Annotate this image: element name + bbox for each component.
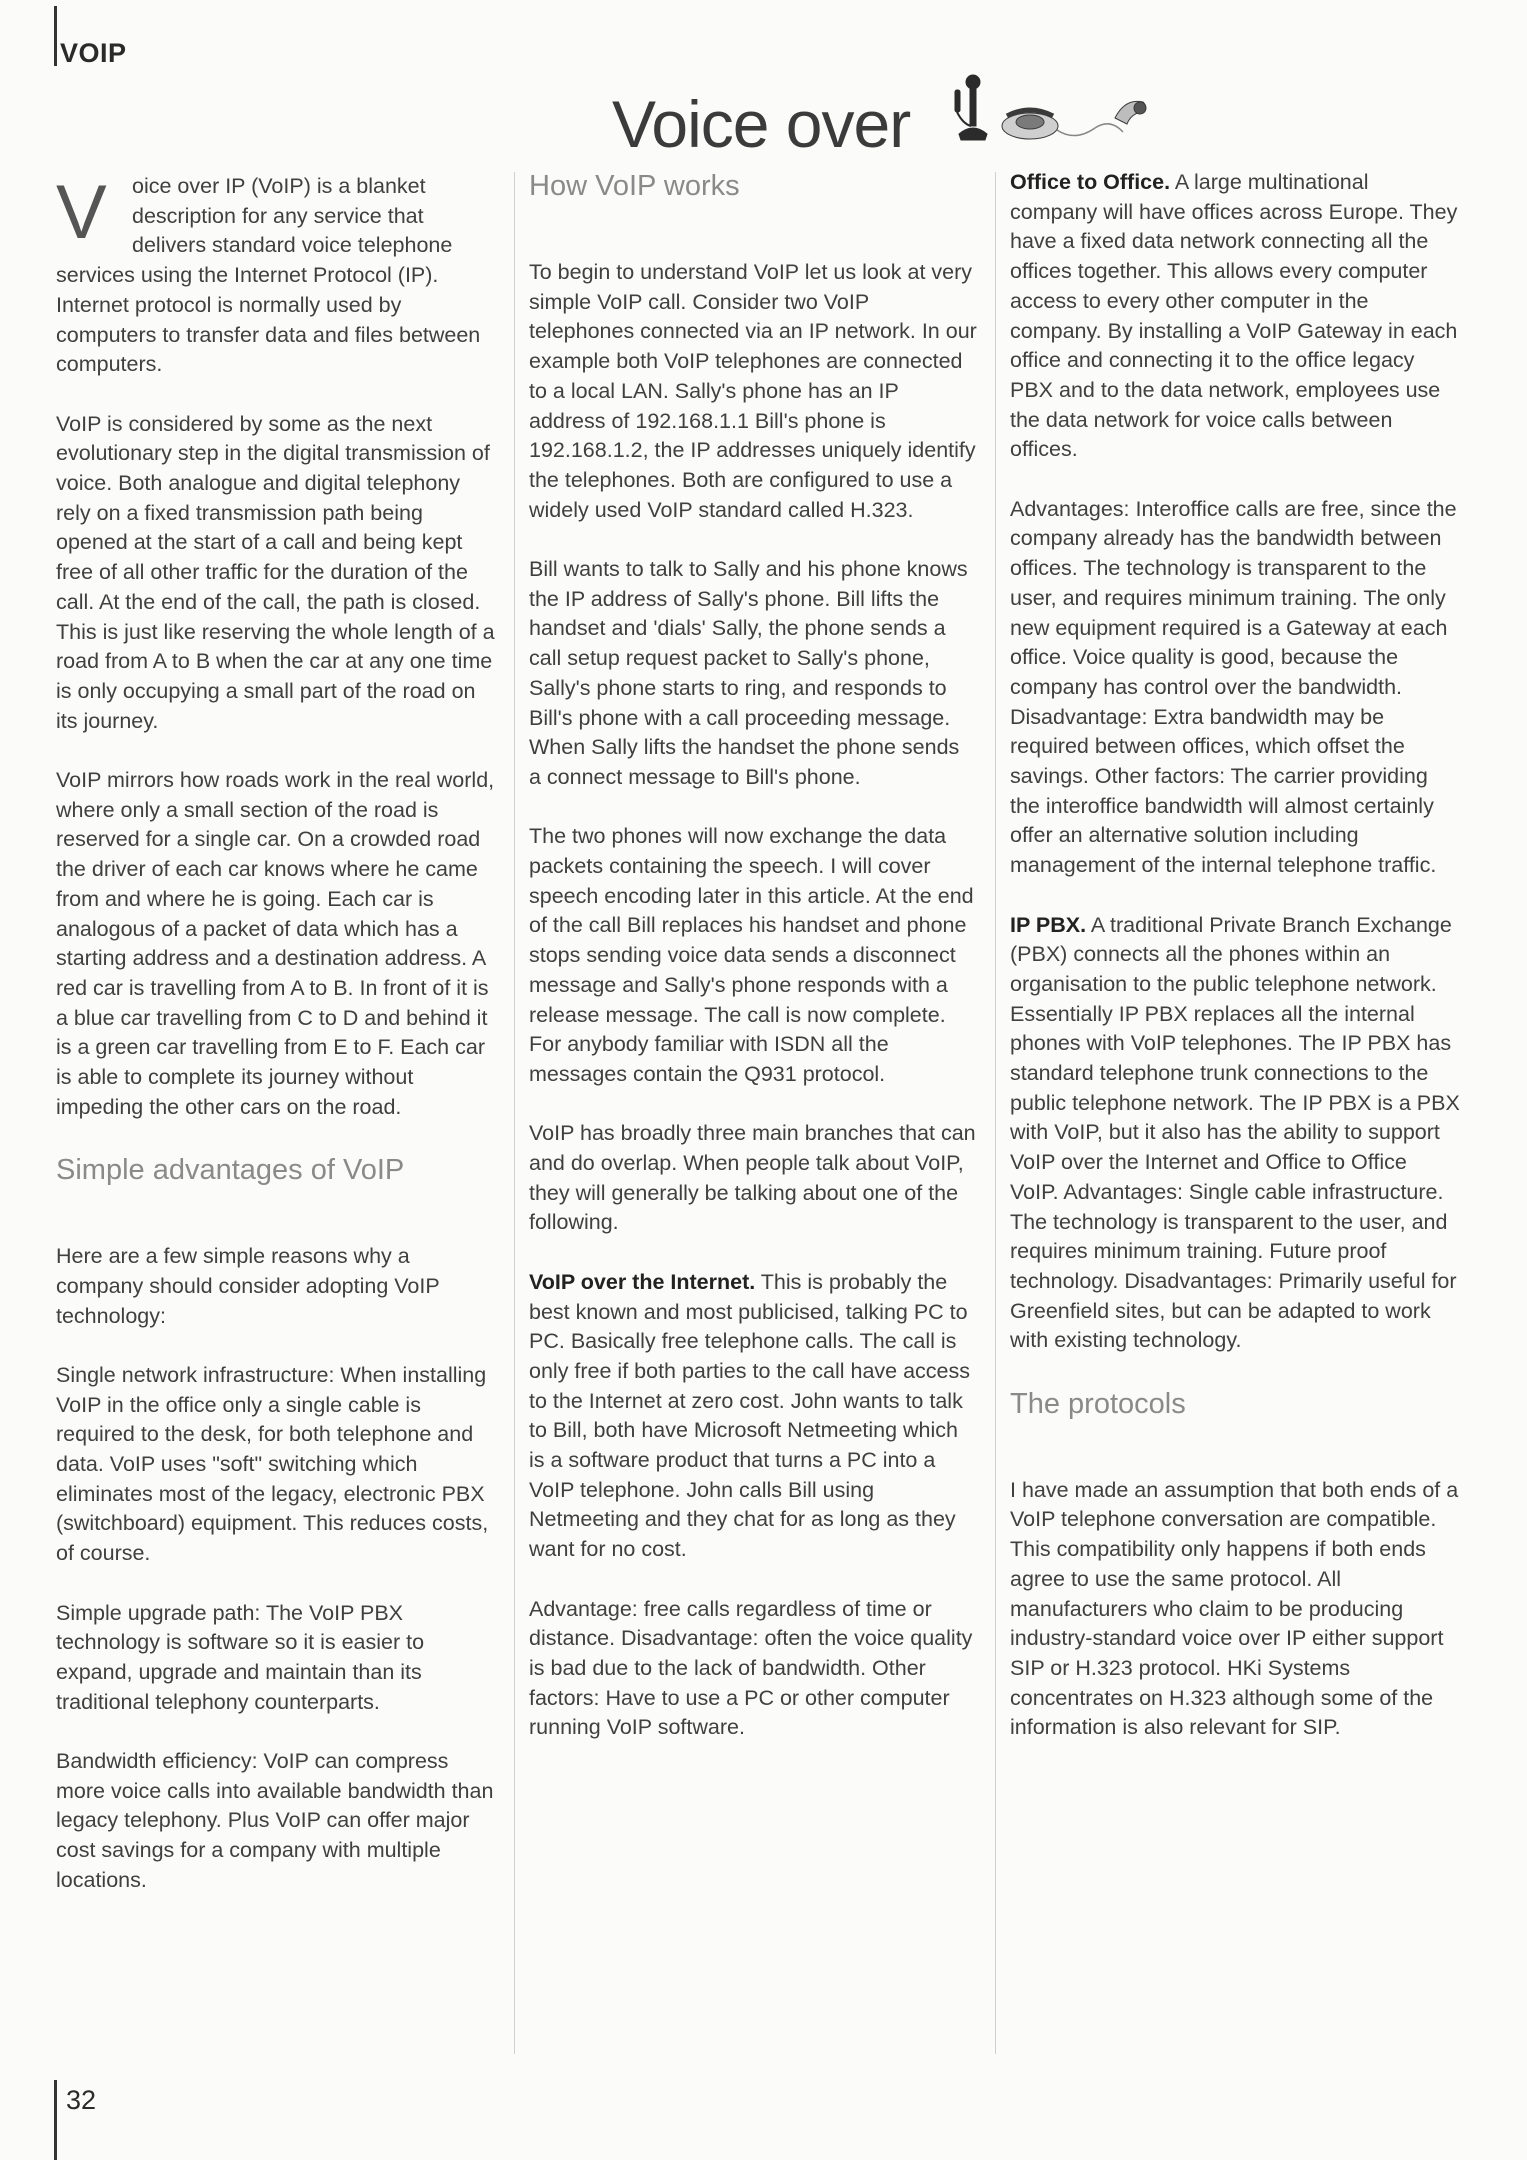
- paragraph: [1010, 911, 1460, 1357]
- page-number: 32: [66, 2085, 97, 2115]
- paragraph: [529, 1268, 977, 1565]
- paragraph: Advantage: free calls regardless of time or distance. Disadvantage: often the voice quality is bad due to the lack of bandwidth. Other factors: Have to use a PC or other computer running VoIP software.: [529, 1596, 973, 1740]
- vintage-telephones-icon: [945, 68, 1165, 158]
- paragraph: Advantages: Interoffice calls are free, since the company already has the bandwidth between offices. The technology is transparent to the user, and requires minimum training. The only new equipment required is a Gateway at each office. Voice quality is good, because the company has control over the bandwidth. Disadvantage: Extra bandwidth may be required between offices, which offset the savings. Other factors: The carrier providing the interoffice bandwidth will almost certainly offer an alternative solution including management of the internal telephone traffic.: [1010, 496, 1457, 878]
- section-label: VOIP: [60, 38, 127, 68]
- paragraph-text: This is probably the best known and most publicised, talking PC to PC. Basically free telephone calls. The call is only free if both parties to the call have access to the Internet at zero cost. John wants to talk to Bill, both have Microsoft Netmeeting which is a software product that turns a PC into a VoIP telephone. John calls Bill using Netmeeting and they chat for as long as they want for no cost.: [529, 1269, 970, 1562]
- column-3: [1010, 168, 1460, 1773]
- bold-lead: Office to Office.: [1010, 170, 1171, 194]
- column-divider: [995, 172, 996, 2054]
- paragraph: VoIP has broadly three main branches that can and do overlap. When people talk about VoIP, they will generally be talking about one of the following.: [529, 1121, 976, 1235]
- subheading: How VoIP works: [529, 170, 740, 202]
- intro-paragraph: [56, 172, 496, 380]
- intro-line: oice over IP (VoIP) is a blanket: [132, 174, 426, 198]
- paragraph: To begin to understand VoIP let us look at very simple VoIP call. Consider two VoIP telephones connected via an IP network. In our example both VoIP telephones are connected to a local LAN. Sally's phone has an IP address of 192.168.1.1 Bill's phone is 192.168.1.2, the IP addresses uniquely identify the telephones. Both are configured to use a widely used VoIP standard called H.323.: [529, 260, 977, 522]
- paragraph: I have made an assumption that both ends of a VoIP telephone conversation are compatible. This compatibility only happens if both ends agree to use the same protocol. All manufacturers who claim to be producing industry-standard voice over IP either support SIP or H.323 protocol. HKi Systems concentrates on H.323 although some of the information is also relevant for SIP.: [1010, 1477, 1459, 1740]
- column-divider: [514, 172, 515, 2054]
- bold-lead: IP PBX.: [1010, 912, 1087, 937]
- intro-rest: services using the Internet Protocol (IP). Internet protocol is normally used by computers to transfer data and files between computers.: [56, 263, 481, 377]
- paragraph: Bandwidth efficiency: VoIP can compress more voice calls into available bandwidth than legacy telephony. Plus VoIP can offer major cost savings for a company with multiple locations.: [56, 1749, 494, 1892]
- drop-cap: V: [56, 170, 107, 255]
- paragraph: Here are a few simple reasons why a company should consider adopting VoIP technology:: [56, 1244, 440, 1328]
- intro-line: delivers standard voice telephone: [132, 233, 453, 258]
- paragraph-text: A traditional Private Branch Exchange (PBX) connects all the phones within an organisation to the public telephone network. Essentially IP PBX replaces all the internal phones with VoIP telephones. The IP PBX has standard telephone trunk connections to the public telephone network. The IP PBX is a PBX with VoIP, but it also has the ability to support VoIP over the Internet and Office to Office VoIP. Advantages: Single cable infrastructure. The technology is transparent to the user, and requires minimum training. Future proof technology. Disadvantages: Primarily useful for Greenfield sites, but can be adapted to work with existing technology.: [1010, 912, 1460, 1353]
- paragraph: Simple upgrade path: The VoIP PBX technology is software so it is easier to expand, upgrade and maintain than its traditional telephony counterparts.: [56, 1600, 425, 1714]
- bold-lead: VoIP over the Internet.: [529, 1269, 756, 1294]
- intro-line: description for any service that: [132, 203, 424, 228]
- paragraph: Bill wants to talk to Sally and his phone knows the IP address of Sally's phone. Bill lifts the handset and 'dials' Sally, the phone sends a call setup request packet to Sally's phone, Sally's phone starts to ring, and responds to Bill's phone with a call proceeding message. When Sally lifts the handset the phone sends a connect message to Bill's phone.: [529, 557, 968, 789]
- paragraph-text: A large multinational company will have offices across Europe. They have a fixed data network connecting all the offices together. This allows every computer access to every other computer in the company. By installing a VoIP Gateway in each office and connecting it to the office legacy PBX and to the data network, employees use the data network for voice calls between offices.: [1010, 170, 1458, 462]
- column-1: [56, 172, 496, 1925]
- paragraph: [1010, 168, 1460, 465]
- paragraph: VoIP mirrors how roads work in the real world, where only a small section of the road is reserved for a single car. On a crowded road the driver of each car knows where he came from and where he is going. Each car is analogous of a packet of data which has a starting address and a destination address. A red car is travelling from A to B. In front of it is a blue car travelling from C to D and behind it is a green car travelling from E to F. Each car is able to complete its journey without impeding the other cars on the road.: [56, 768, 495, 1119]
- paragraph: The two phones will now exchange the data packets containing the speech. I will cover speech encoding later in this article. At the end of the call Bill replaces his handset and phone stops sending voice data sends a disconnect message and Sally's phone responds with a release message. The call is now complete. For anybody familiar with ISDN all the messages contain the Q931 protocol.: [529, 824, 974, 1086]
- subheading: Simple advantages of VoIP: [56, 1154, 405, 1187]
- paragraph: VoIP is considered by some as the next evolutionary step in the digital transmission of voice. Both analogue and digital telephony rely on a fixed transmission path being opened at the start of a call and being kept free of all other traffic for the duration of the call. At the end of the call, the path is closed. This is just like reserving the whole length of a road from A to B when the car at any one time is only occupying a small part of the road on its journey.: [56, 411, 495, 733]
- column-2: [529, 168, 977, 1773]
- subheading: The protocols: [1010, 1387, 1186, 1420]
- paragraph: Single network infrastructure: When installing VoIP in the office only a single cable is required to the desk, for both telephone and data. VoIP uses "soft" switching which eliminates most of the legacy, electronic PBX (switchboard) equipment. This reduces costs, of course.: [56, 1362, 489, 1566]
- section-rule: [54, 6, 57, 66]
- article-headline: Voice over: [612, 87, 911, 161]
- page-number-rule: [54, 2080, 57, 2160]
